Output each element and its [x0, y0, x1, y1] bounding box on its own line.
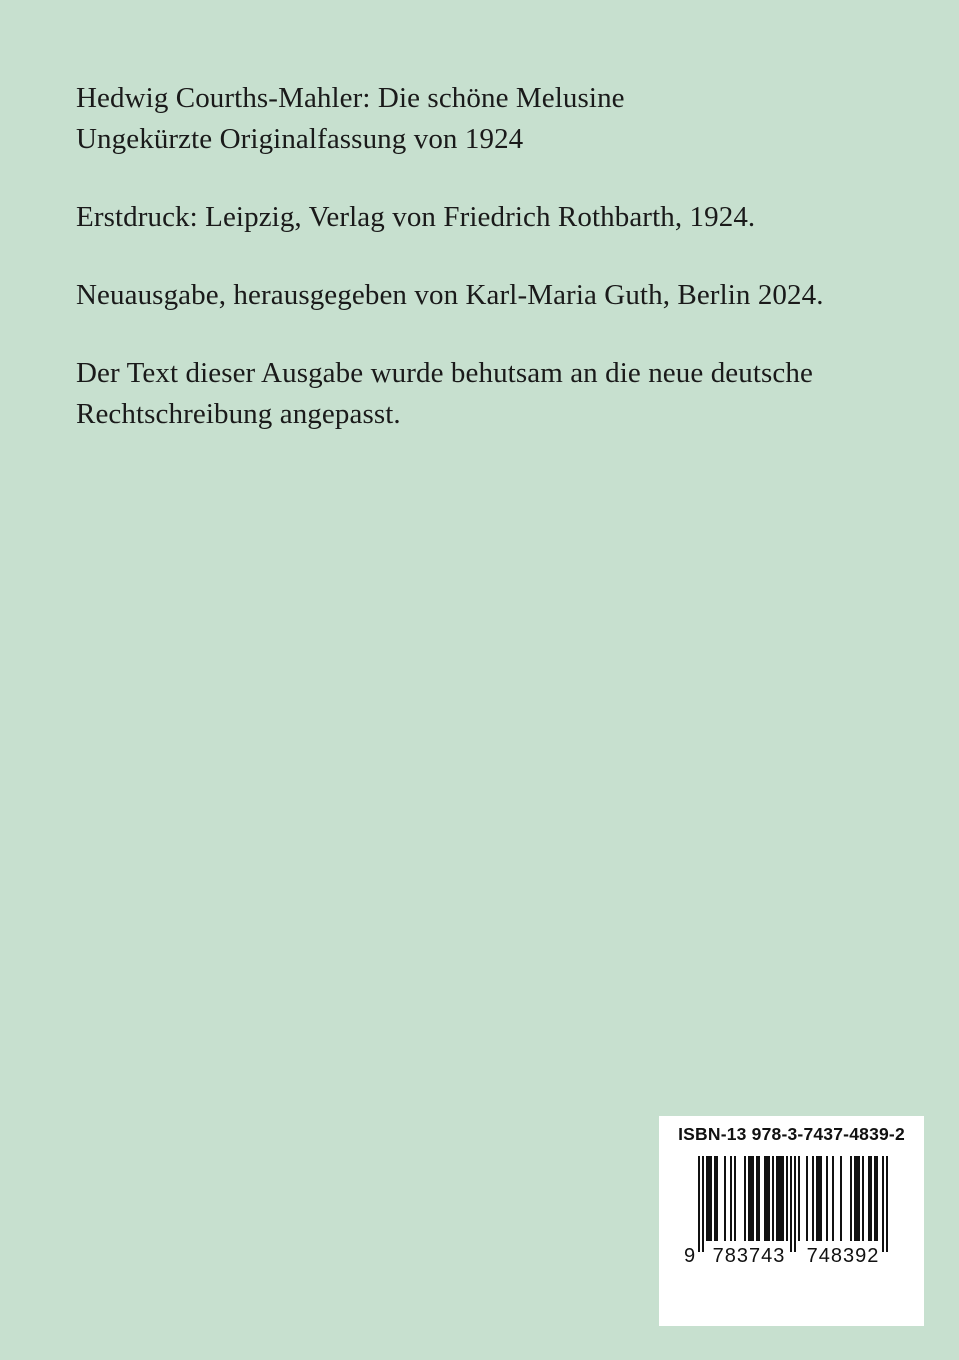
barcode-bar	[840, 1156, 842, 1241]
barcode-guard-bar	[790, 1156, 792, 1252]
barcode-bar	[826, 1156, 828, 1241]
title-paragraph	[76, 78, 916, 160]
spelling-note-paragraph	[76, 353, 916, 435]
barcode-guard-bar	[794, 1156, 796, 1252]
barcode-bar	[798, 1156, 800, 1241]
barcode-bar	[772, 1156, 774, 1241]
barcode-guard-bar	[882, 1156, 884, 1252]
barcode-bar	[758, 1156, 760, 1241]
ean13-barcode	[659, 1116, 924, 1326]
barcode-digit-first: 9	[684, 1245, 696, 1267]
barcode-guard-bar	[698, 1156, 700, 1252]
barcode-bar	[710, 1156, 712, 1241]
imprint-text	[76, 78, 916, 472]
barcode-bar	[862, 1156, 864, 1241]
barcode-bar	[786, 1156, 788, 1241]
barcode-bar	[730, 1156, 732, 1241]
barcode-bar	[832, 1156, 834, 1241]
barcode-bar	[744, 1156, 746, 1241]
new-edition-line: Neuausgabe, herausgegeben von Karl-Maria Guth, Berlin 2024.	[76, 279, 824, 311]
barcode-bar	[856, 1156, 858, 1241]
barcode-bar	[714, 1156, 716, 1241]
barcode-bar	[816, 1156, 818, 1241]
spelling-note-line-1: Der Text dieser Ausgabe wurde behutsam an die neue deutsche	[76, 357, 813, 389]
barcode-bar	[850, 1156, 852, 1241]
barcode-bar	[752, 1156, 754, 1241]
barcode-bar	[868, 1156, 870, 1241]
barcode-bar	[768, 1156, 770, 1241]
edition-line: Ungekürzte Originalfassung von 1924	[76, 123, 524, 155]
barcode-bar	[778, 1156, 780, 1241]
barcode-bar	[780, 1156, 782, 1241]
barcode-bar	[854, 1156, 856, 1241]
barcode-bar	[876, 1156, 878, 1241]
barcode-bar	[806, 1156, 808, 1241]
barcode-guard-bar	[886, 1156, 888, 1252]
new-edition-paragraph	[76, 275, 916, 316]
barcode-bar	[724, 1156, 726, 1241]
barcode-bar	[776, 1156, 778, 1241]
barcode-bar	[858, 1156, 860, 1241]
barcode-bar	[734, 1156, 736, 1241]
barcode-bar	[766, 1156, 768, 1241]
barcode-bar	[716, 1156, 718, 1241]
barcode-bar	[782, 1156, 784, 1241]
isbn-barcode-box	[659, 1116, 924, 1326]
isbn-label: ISBN-13 978-3-7437-4839-2	[678, 1124, 905, 1144]
barcode-bar	[750, 1156, 752, 1241]
barcode-bar	[764, 1156, 766, 1241]
barcode-bars	[698, 1156, 888, 1252]
barcode-bar	[748, 1156, 750, 1241]
barcode-bar	[812, 1156, 814, 1241]
barcode-bar	[708, 1156, 710, 1241]
barcode-bar	[874, 1156, 876, 1241]
barcode-digits-left: 783743	[712, 1245, 786, 1267]
author-title-line: Hedwig Courths-Mahler: Die schöne Melusine	[76, 82, 625, 114]
barcode-bar	[820, 1156, 822, 1241]
first-print-line: Erstdruck: Leipzig, Verlag von Friedrich Rothbarth, 1924.	[76, 201, 756, 233]
barcode-bar	[706, 1156, 708, 1241]
spelling-note-line-2: Rechtschreibung angepasst.	[76, 398, 401, 430]
barcode-digits-right: 748392	[806, 1245, 880, 1267]
barcode-bar	[818, 1156, 820, 1241]
barcode-bar	[756, 1156, 758, 1241]
barcode-guard-bar	[702, 1156, 704, 1252]
barcode-bar	[870, 1156, 872, 1241]
first-print-paragraph	[76, 197, 916, 238]
